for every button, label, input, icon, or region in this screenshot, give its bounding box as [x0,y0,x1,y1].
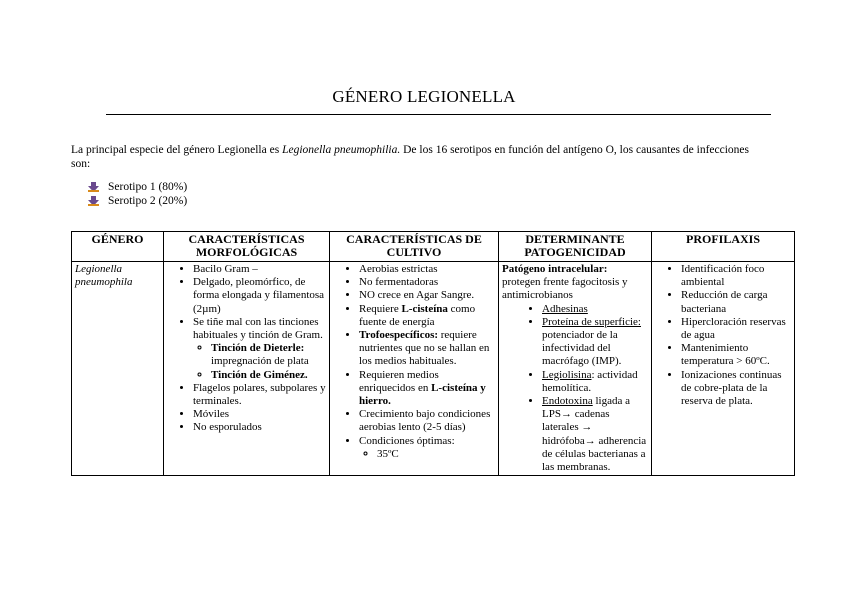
arrow-bullet-icon [88,182,99,192]
header-patogenicidad: DETERMINANTE PATOGENICIDAD [499,232,652,262]
pato-adhesinas: Adhesinas [542,302,588,315]
pato-lead-text: protegen frente fagocitosis y antimicrobianos [502,276,628,302]
intro-species: Legionella pneumophilia. [282,144,401,156]
cultivo-text: Condiciones óptimas: [359,434,455,447]
list-item [542,395,648,474]
table-header-row [72,232,795,262]
pato-proteina: Proteína de superficie: [542,315,641,328]
pato-text: ligada a LPS→ cadenas laterales → hidrófoba→ adherencia de células bacterianas a las membranas. [542,395,647,474]
list-item [542,316,648,369]
serotype-list [88,180,187,208]
list-item: • Móviles [193,408,326,421]
list-item: • Bacilo Gram – [193,263,326,276]
pato-legiolisina: Legiolisina [542,368,592,381]
intro-paragraph [71,143,771,171]
tincion-dieterle: Tinción de Dieterle: [211,342,305,355]
header-genero: GÉNERO [72,232,164,262]
cell-patogenicidad [499,262,652,476]
header-profilaxis: PROFILAXIS [652,232,795,262]
intro-text-after: De los 16 serotipos en función del antígeno O, los causantes de infecciones son: [71,144,749,170]
intro-text-before: La principal especie del género Legionella es [71,144,283,156]
list-item [211,342,326,368]
serotype-1: Serotipo 1 (80%) [108,181,188,193]
document-title: GÉNERO LEGIONELLA [332,87,516,106]
list-item: • Hipercloración reservas de agua [681,316,791,342]
cell-profilaxis [652,262,795,476]
list-item [193,316,326,382]
list-item: ◦ 35ºC [377,448,495,461]
cultivo-l-cisteina-hierro: L-cisteína y hierro. [359,381,486,408]
cell-morfologicas [164,262,330,476]
list-item: • No esporulados [193,421,326,434]
cultivo-text: Requieren medios enriquecidos en [359,368,439,394]
pato-text: : actividad hemolítica. [542,368,638,394]
cultivo-text: como fuente de energía [359,302,476,328]
tincion-dieterle-text: impregnación de plata [211,355,309,368]
cultivo-text: requiere nutrientes que no se hallan en los medios habituales. [359,329,490,368]
list-item [88,194,187,208]
list-item: • Crecimiento bajo condiciones aerobias lento (2-5 días) [359,408,495,434]
arrow-bullet-icon [88,196,99,206]
list-item [88,180,187,194]
list-item [542,303,648,316]
list-item: • Ionizaciones continuas de cobre-plata de la reserva de plata. [681,369,791,409]
table-row [72,262,795,476]
pato-endotoxina: Endotoxina [542,395,593,408]
list-item: • Mantenimiento temperatura > 60ºC. [681,342,791,368]
title-rule [106,114,771,115]
cultivo-l-cisteina: L-cisteína [401,302,448,315]
tincion-gimenez: Tinción de Giménez. [211,368,308,381]
list-item: • Aerobias estrictas [359,263,495,276]
list-item [359,303,495,329]
pato-lead [502,263,648,303]
cell-genus [72,262,164,476]
header-cultivo: CARACTERÍSTICAS DE CULTIVO [330,232,499,262]
pato-lead-label: Patógeno intracelular: [502,263,608,275]
list-item: • Flagelos polares, subpolares y terminales. [193,382,326,408]
list-item: • NO crece en Agar Sangre. [359,289,495,302]
list-item [542,369,648,395]
list-item [211,369,326,382]
list-item [359,435,495,461]
cultivo-text: Requiere [359,302,402,315]
list-item [359,369,495,409]
header-morfologicas: CARACTERÍSTICAS MORFOLÓGICAS [164,232,330,262]
list-item [359,329,495,369]
list-item: • Identificación foco ambiental [681,263,791,289]
list-item: • Reducción de carga bacteriana [681,289,791,315]
cultivo-trofoespecificos: Trofoespecíficos: [359,329,439,342]
morfo-tincion-text: Se tiñe mal con las tinciones habituales y tinción de Gram. [193,315,323,342]
genus-name: Legionella pneumophila [75,263,133,289]
pato-text: potenciador de la infectividad del macrófago (IMP). [542,329,622,368]
serotype-2: Serotipo 2 (20%) [108,195,188,207]
legionella-table [71,231,795,476]
list-item: • No fermentadoras [359,276,495,289]
list-item: • Delgado, pleomórfico, de forma elongada y filamentosa (2µm) [193,276,326,316]
cell-cultivo [330,262,499,476]
